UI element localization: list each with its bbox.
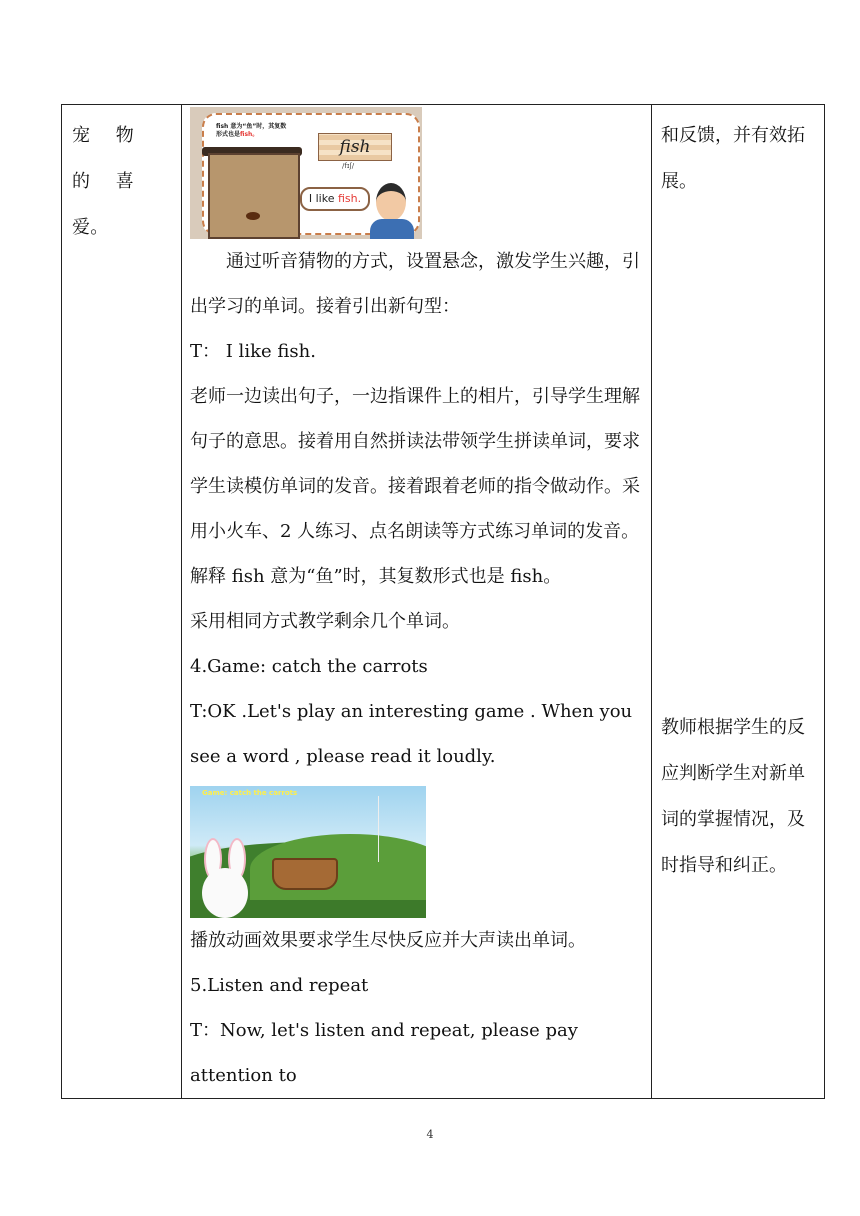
left-line-2: 爱。 [72, 217, 109, 238]
page-number: 4 [426, 1128, 434, 1141]
slide-note-highlight: fish。 [240, 131, 259, 138]
left-line-1: 宠 物 的 喜 [72, 125, 144, 192]
slide-note-line-2 [216, 131, 286, 139]
bubble-highlight: fish. [337, 192, 362, 205]
boy-body-illustration [370, 219, 414, 239]
courseware-slide-fish [190, 107, 422, 239]
slide-note-line-1: fish 意为“鱼”时，其复数 [216, 123, 287, 130]
bunny-illustration [202, 868, 248, 918]
paragraph-teacher-line: T： I like fish. [190, 341, 316, 362]
boy-head-illustration [376, 183, 406, 221]
lesson-plan-table [61, 104, 825, 1099]
middle-cell [182, 105, 652, 1099]
paragraph-animation: 播放动画效果要求学生尽快反应并大声读出单词。 [190, 930, 586, 951]
paragraph-listen-heading: 5.Listen and repeat [190, 975, 369, 996]
table-row [62, 105, 825, 1099]
right-text-top: 和反馈，并有效拓展。 [661, 125, 805, 192]
paragraph-repeat-method: 采用相同方式教学剩余几个单词。 [190, 611, 460, 632]
paragraph-listen-instruction: T：Now, let's listen and repeat, please pay attention to [190, 1020, 578, 1086]
left-cell [62, 105, 182, 1099]
word-sign: fish [318, 133, 392, 161]
phonetic-label: /fɪʃ/ [342, 162, 355, 170]
right-text-bottom: 教师根据学生的反应判断学生对新单词的掌握情况，及时指导和纠正。 [661, 717, 805, 876]
box-hole [246, 212, 260, 220]
paragraph-method: 老师一边读出句子，一边指课件上的相片，引导学生理解句子的意思。接着用自然拼读法带领学生拼读单词，要求学生读模仿单词的发音。接着跟着老师的指令做动作。采用小火车、2 人练习、点名朗读等方式练习单词的发音。解释 fish 意为“鱼”时，其复数形式也是 fish。 [190, 386, 640, 587]
mystery-box [208, 153, 300, 239]
slide-note [216, 123, 286, 139]
slide-note-prefix: 形式也是 [216, 131, 241, 138]
courseware-slide-game [190, 786, 426, 918]
paragraph-game-heading: 4.Game: catch the carrots [190, 656, 428, 677]
paragraph-intro: 通过听音猜物的方式，设置悬念，激发学生兴趣，引出学习的单词。接着引出新句型： [190, 251, 640, 317]
rope-illustration [378, 796, 379, 862]
left-cell-text [72, 113, 171, 251]
speech-bubble [300, 187, 370, 211]
right-cell [652, 105, 825, 1099]
paragraph-game-instruction: T:OK .Let's play an interesting game . When you see a word , please read it loudly. [190, 701, 633, 767]
game-slide-title: Game: catch the carrots [202, 789, 298, 797]
bubble-text: I like [308, 192, 338, 205]
basket-illustration [272, 858, 338, 890]
